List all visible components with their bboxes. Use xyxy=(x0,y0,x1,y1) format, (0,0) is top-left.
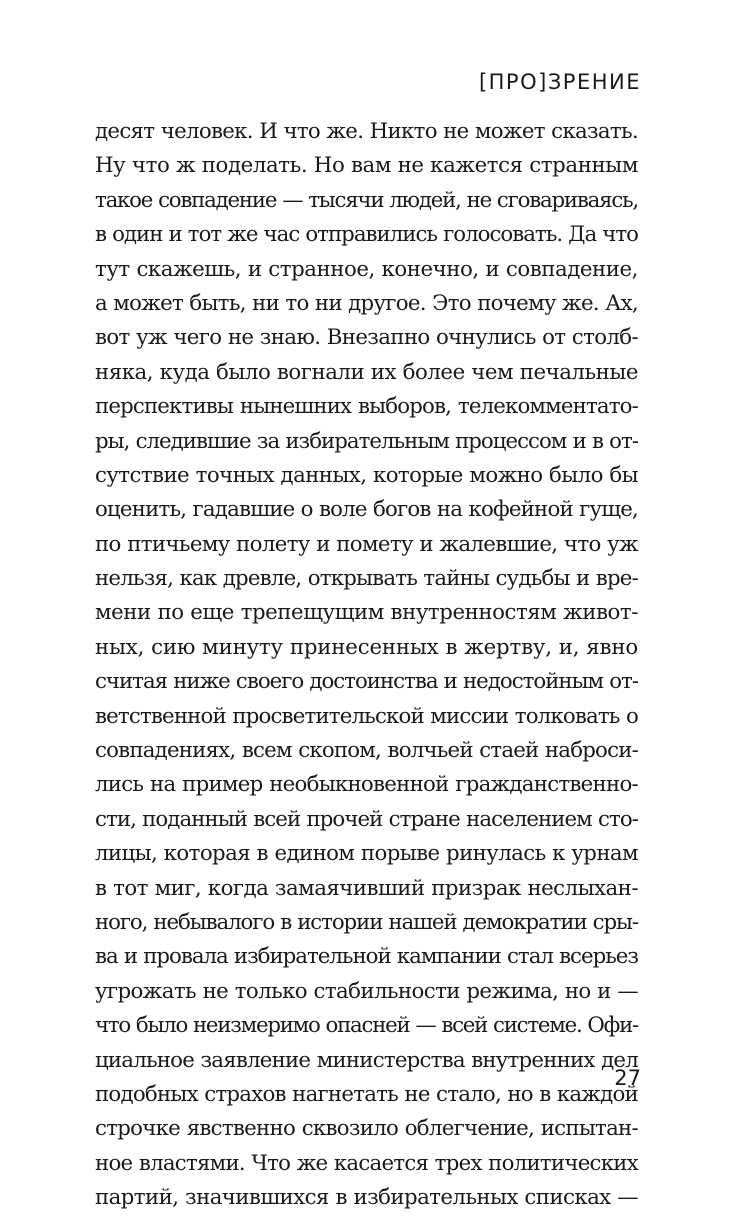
text-line: ных, сию минуту принесенных в жертву, и, явно xyxy=(95,634,638,660)
text-line: нельзя, как древле, открывать тайны судьбы и вре- xyxy=(95,566,638,592)
text-line: такое совпадение — тысячи людей, не сговариваясь, xyxy=(95,187,638,213)
text-line: совпадениях, всем скопом, волчьей стаей наброси- xyxy=(95,738,638,764)
text-line: по птичьему полету и помету и жалевшие, что уж xyxy=(95,531,638,557)
text-line: циальное заявление министерства внутренних дел xyxy=(95,1047,638,1073)
text-line: ветственной просветительской миссии толковать о xyxy=(95,703,638,729)
text-line: сутствие точных данных, которые можно было бы xyxy=(95,462,638,488)
text-line: няка, куда было вогнали их более чем печальные xyxy=(95,359,638,385)
text-line: лись на пример необыкновенной гражданственно- xyxy=(95,772,638,798)
text-line: угрожать не только стабильности режима, но и — xyxy=(95,978,638,1004)
text-line: что было неизмеримо опасней — всей системе. Офи- xyxy=(95,1013,638,1039)
text-line: десят человек. И что же. Никто не может сказать. xyxy=(95,119,638,144)
text-line: в тот миг, когда замаячивший призрак неслыхан- xyxy=(95,875,638,901)
text-line: ного, небывалого в истории нашей демократии сры- xyxy=(95,909,638,935)
text-line: ва и провала избирательной кампании стал всерьез xyxy=(95,944,638,970)
text-line: подобных страхов нагнетать не стало, но в каждой xyxy=(95,1081,638,1107)
text-line: партий, значившихся в избирательных списках — xyxy=(95,1185,638,1211)
text-line: Ну что ж поделать. Но вам не кажется странным xyxy=(95,153,638,179)
text-line: считая ниже своего достоинства и недостойным от- xyxy=(95,669,638,695)
text-line: строчке явственно сквозило облегчение, испытан- xyxy=(95,1116,638,1142)
text-line: мени по еще трепещущим внутренностям живот- xyxy=(95,600,638,626)
text-line: тут скажешь, и странное, конечно, и совпадение, xyxy=(95,256,638,282)
body-text xyxy=(95,115,638,1216)
page-number: 27 xyxy=(614,1066,641,1090)
text-line: лицы, которая в едином порыве ринулась к урнам xyxy=(95,841,638,867)
text-line: сти, поданный всей прочей стране населением сто- xyxy=(95,806,638,832)
text-line: ры, следившие за избирательным процессом и в от- xyxy=(95,428,638,454)
text-line: вот уж чего не знаю. Внезапно очнулись от столб- xyxy=(95,325,638,351)
running-head: [ПРО]ЗРЕНИЕ xyxy=(478,70,641,94)
text-line: в один и тот же час отправились голосовать. Да что xyxy=(95,222,638,248)
text-line: ное властями. Что же касается трех политических xyxy=(95,1150,638,1176)
text-line: оценить, гадавшие о воле богов на кофейной гуще, xyxy=(95,497,638,523)
text-line: перспективы нынешних выборов, телекомментато- xyxy=(95,394,638,420)
text-line: а может быть, ни то ни другое. Это почему же. Ах, xyxy=(95,290,638,316)
